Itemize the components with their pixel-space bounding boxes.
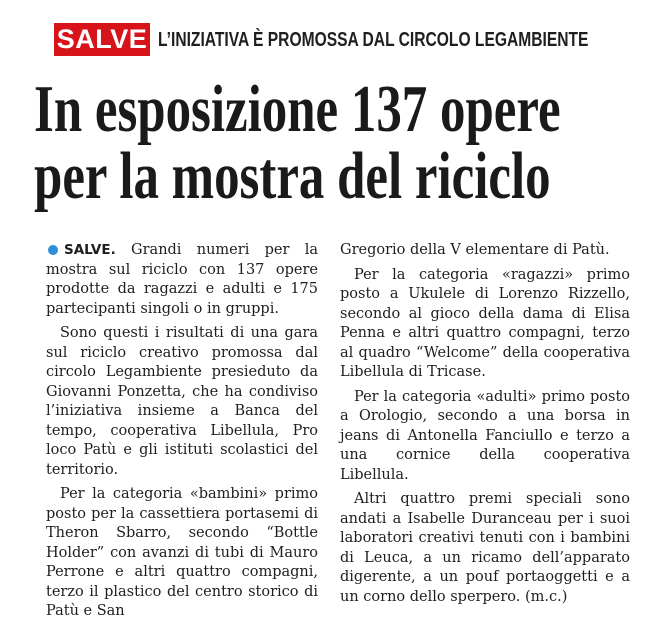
location-tag: SALVE <box>54 23 150 56</box>
headline-line-2: per la mostra del riciclo <box>34 139 551 213</box>
headline <box>34 72 561 213</box>
bullet-dot-icon <box>48 245 58 255</box>
dateline: SALVE. <box>64 242 116 258</box>
paragraph: Per la categoria «bambini» primo posto per la cassettiera portasemi di Theron Sbarro, secondo “Bottle Holder” con avanzi di tubi di Mauro Perrone e altri quattro compagni, terzo il plastico del centro storico di Patù e San <box>46 486 318 619</box>
paragraph: Altri quattro premi speciali sono andati a Isabelle Duranceau per i suoi laboratori creativi tenuti con i bambini di Leuca, a un ricamo dell’apparato digerente, a un pouf portaoggetti e a un corno dello sperpero. (m.c.) <box>340 491 630 605</box>
paragraph: Gregorio della V elementare di Patù. <box>340 242 610 258</box>
paragraph: Per la categoria «ragazzi» primo posto a Ukulele di Lorenzo Rizzello, secondo al gioco della dama di Elisa Penna e altri quattro compagni, terzo al quadro “Welcome” della cooperativa Libellula di Tricase. <box>340 266 630 380</box>
lead-paragraph <box>46 241 318 319</box>
paragraph: Per la categoria «adulti» primo posto a Orologio, secondo a una borsa in jeans di Antonella Fanciullo e terzo a una cornice della cooperativa Libellula. <box>340 388 630 483</box>
kicker: L’INIZIATIVA È PROMOSSA DAL CIRCOLO LEGAMBIENTE <box>158 29 589 51</box>
article-column-1 <box>46 241 318 627</box>
headline-line-1: In esposizione 137 opere <box>34 72 561 146</box>
paragraph: Sono questi i risultati di una gara sul riciclo creativo promossa dal circolo Legambiente presieduto da Giovanni Ponzetta, che ha condiviso l’iniziativa insieme a Banca del tempo, cooperativa Libellula, Pro loco Patù e gli istituti scolastici del territorio. <box>46 325 318 478</box>
paragraph-text: Grandi numeri per la mostra sul riciclo con 137 opere prodotte da ragazzi e adulti e 175 partecipanti singoli o in gruppi. <box>46 242 319 317</box>
article-column-2 <box>340 241 630 612</box>
